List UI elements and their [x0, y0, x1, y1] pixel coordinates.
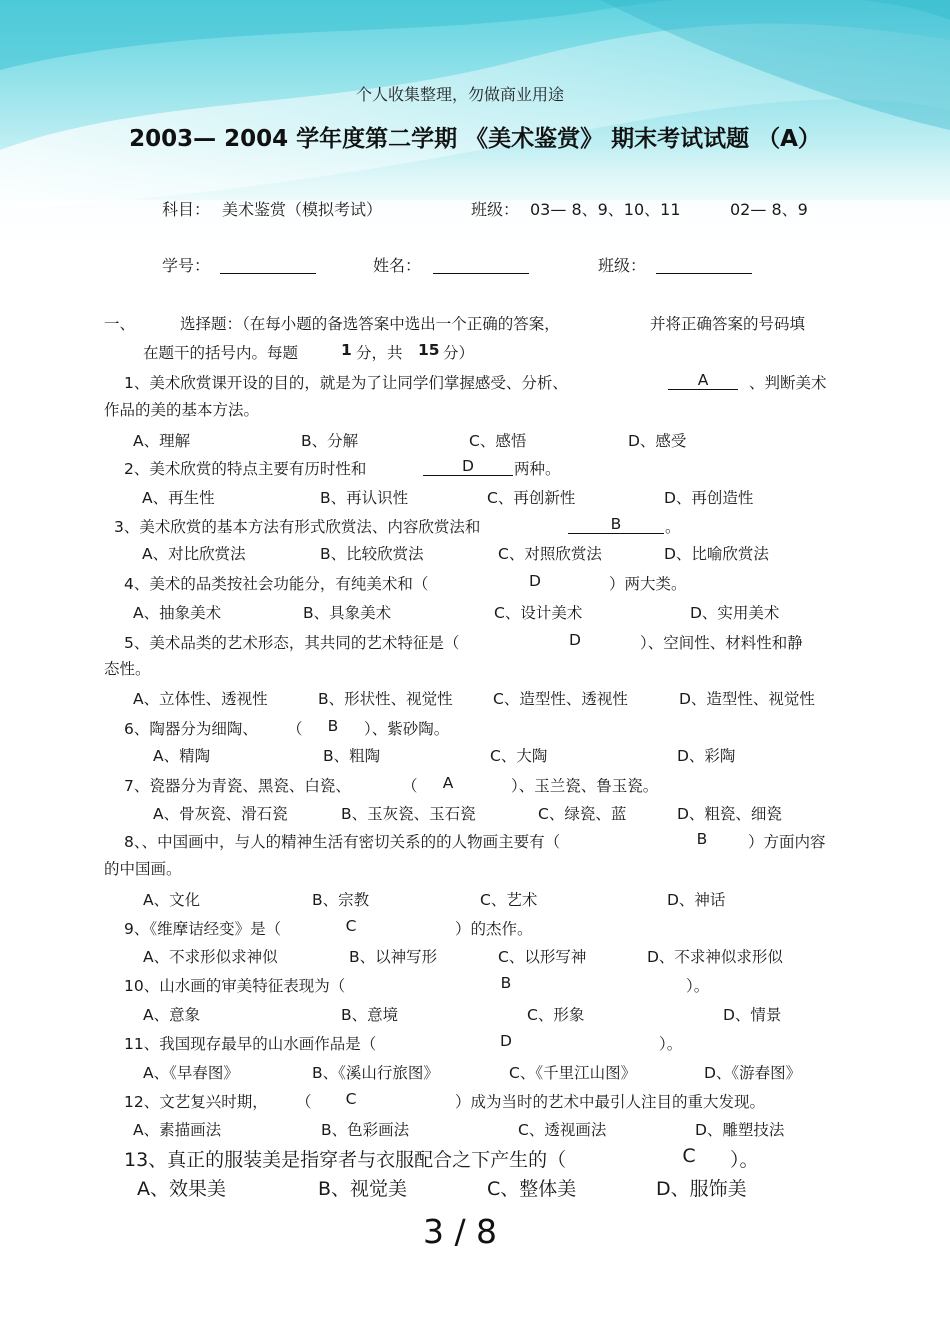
question-6-option-d[interactable]: D、彩陶 [677, 747, 736, 765]
question-6-text-tail: ）、紫砂陶。 [364, 720, 450, 738]
header-note: 个人收集整理，勿做商业用途 [355, 85, 564, 104]
question-4-text: 4、美术的品类按社会功能分，有纯美术和（ [124, 575, 429, 593]
section-heading-4: 分，共 [356, 344, 403, 362]
question-7-open-paren: （ [402, 777, 418, 795]
exam-title: 2003— 2004 学年度第二学期 《美术鉴赏》 期末考试试题 （A） [129, 126, 821, 152]
question-9-text-tail: ）的杰作。 [455, 920, 533, 938]
question-11-option-a[interactable]: A、《早春图》 [143, 1064, 239, 1082]
points-each: 1 [341, 341, 352, 359]
question-5-text: 5、美术品类的艺术形态，其共同的艺术特征是（ [124, 634, 460, 652]
question-8-answer[interactable]: B [696, 830, 708, 848]
question-6-option-b[interactable]: B、粗陶 [323, 747, 381, 765]
question-8-text-tail: ）方面内容 [748, 833, 826, 851]
name-blank[interactable] [433, 257, 529, 274]
question-9-answer[interactable]: C [345, 917, 357, 935]
section-heading-3: 在题干的括号内。每题 [143, 344, 299, 362]
question-13-option-a[interactable]: A、效果美 [137, 1178, 226, 1200]
class-value-1: 03— 8、9、10、11 [530, 200, 681, 219]
subject-label: 科目： [162, 200, 211, 219]
question-2-option-d[interactable]: D、再创造性 [664, 489, 754, 507]
question-3-answer[interactable]: B [568, 515, 664, 534]
question-2-option-c[interactable]: C、再创新性 [487, 489, 576, 507]
question-1-answer[interactable]: A [668, 371, 738, 390]
question-2-text: 2、美术欣赏的特点主要有历时性和 [124, 460, 367, 478]
section-heading-5: 分） [443, 344, 475, 362]
question-2-option-b[interactable]: B、再认识性 [320, 489, 409, 507]
question-5-text-tail: ）、空间性、材料性和静 [640, 634, 803, 652]
question-5-option-b[interactable]: B、形状性、视觉性 [318, 690, 453, 708]
name-label: 姓名： [373, 256, 422, 275]
question-13-option-d[interactable]: D、服饰美 [656, 1178, 747, 1200]
question-10-option-c[interactable]: C、形象 [527, 1006, 585, 1024]
question-1-option-c[interactable]: C、感悟 [469, 432, 527, 450]
question-3-text: 3、美术欣赏的基本方法有形式欣赏法、内容欣赏法和 [114, 518, 481, 536]
question-6-option-a[interactable]: A、精陶 [153, 747, 211, 765]
question-12-text: 12、文艺复兴时期， [124, 1093, 268, 1111]
question-3-option-a[interactable]: A、对比欣赏法 [142, 545, 246, 563]
question-7-text: 7、瓷器分为青瓷、黑瓷、白瓷、 [124, 777, 351, 795]
question-2-answer[interactable]: D [423, 457, 513, 476]
question-6-text: 6、陶器分为细陶、 [124, 720, 258, 738]
question-8-text-cont: 的中国画。 [104, 860, 182, 878]
question-4-option-a[interactable]: A、抽象美术 [133, 604, 222, 622]
question-2-option-a[interactable]: A、再生性 [142, 489, 215, 507]
question-7-text-tail: ）、玉兰瓷、鲁玉瓷。 [511, 777, 659, 795]
question-7-option-b[interactable]: B、玉灰瓷、玉石瓷 [341, 805, 476, 823]
question-6-option-c[interactable]: C、大陶 [490, 747, 548, 765]
class-blank[interactable] [656, 257, 752, 274]
question-11-text-tail: ）。 [659, 1035, 683, 1053]
question-5-answer[interactable]: D [569, 631, 581, 649]
question-7-option-d[interactable]: D、粗瓷、细瓷 [677, 805, 782, 823]
section-number: 一、 [104, 315, 136, 333]
question-11-option-c[interactable]: C、《千里江山图》 [509, 1064, 637, 1082]
section-heading-2: 并将正确答案的号码填 [650, 315, 806, 333]
question-1-text: 1、美术欣赏课开设的目的，就是为了让同学们掌握感受、分析、 [124, 374, 568, 392]
question-12-option-c[interactable]: C、透视画法 [518, 1121, 607, 1139]
question-6-open-paren: （ [287, 720, 303, 738]
question-11-option-b[interactable]: B、《溪山行旅图》 [312, 1064, 439, 1082]
question-4-option-d[interactable]: D、实用美术 [690, 604, 780, 622]
class-label: 班级： [471, 200, 520, 219]
question-7-answer[interactable]: A [442, 774, 454, 792]
question-9-option-a[interactable]: A、不求形似求神似 [143, 948, 278, 966]
question-11-option-d[interactable]: D、《游春图》 [704, 1064, 802, 1082]
question-7-option-a[interactable]: A、骨灰瓷、滑石瓷 [153, 805, 288, 823]
question-10-option-a[interactable]: A、意象 [143, 1006, 201, 1024]
question-5-option-c[interactable]: C、造型性、透视性 [493, 690, 628, 708]
question-4-option-c[interactable]: C、设计美术 [494, 604, 583, 622]
question-8-option-d[interactable]: D、神话 [667, 891, 726, 909]
question-3-option-c[interactable]: C、对照欣赏法 [498, 545, 602, 563]
question-12-option-a[interactable]: A、素描画法 [133, 1121, 222, 1139]
question-1-text-tail: 、判断美术 [749, 374, 827, 392]
question-10-option-b[interactable]: B、意境 [341, 1006, 399, 1024]
question-9-option-d[interactable]: D、不求神似求形似 [647, 948, 783, 966]
student-id-label: 学号： [162, 256, 211, 275]
question-8-option-a[interactable]: A、文化 [143, 891, 201, 909]
question-1-option-a[interactable]: A、理解 [133, 432, 191, 450]
question-9-text: 9、《维摩诘经变》是（ [124, 920, 282, 938]
question-10-text: 10、山水画的审美特征表现为（ [124, 977, 346, 995]
question-4-text-tail: ）两大类。 [609, 575, 687, 593]
section-heading-1: 选择题：（在每小题的备选答案中选出一个正确的答案， [180, 315, 560, 333]
question-10-answer[interactable]: B [500, 974, 512, 992]
question-3-option-d[interactable]: D、比喻欣赏法 [664, 545, 769, 563]
class-value-2: 02— 8、9 [730, 200, 808, 219]
question-8-option-b[interactable]: B、宗教 [312, 891, 370, 909]
question-2-text-tail: 两种。 [514, 460, 561, 478]
question-6-answer[interactable]: B [327, 717, 339, 735]
question-5-option-d[interactable]: D、造型性、视觉性 [679, 690, 815, 708]
question-1-text-cont: 作品的美的基本方法。 [104, 401, 260, 419]
question-8-option-c[interactable]: C、艺术 [480, 891, 538, 909]
page-number: 3 / 8 [422, 1212, 498, 1251]
subject-value: 美术鉴赏（模拟考试） [222, 200, 383, 219]
question-13-text: 13、真正的服装美是指穿者与衣服配合之下产生的（ [124, 1149, 567, 1171]
question-1-option-b[interactable]: B、分解 [301, 432, 359, 450]
question-8-text: 8、、中国画中，与人的精神生活有密切关系的的人物画主要有（ [124, 833, 561, 851]
question-1-option-d[interactable]: D、感受 [628, 432, 687, 450]
question-3-option-b[interactable]: B、比较欣赏法 [320, 545, 424, 563]
question-9-option-b[interactable]: B、以神写形 [349, 948, 438, 966]
question-7-option-c[interactable]: C、绿瓷、蓝 [538, 805, 627, 823]
question-13-answer[interactable]: C [682, 1145, 696, 1167]
points-total: 15 [418, 341, 440, 359]
question-12-open-paren: （ [296, 1093, 312, 1111]
question-12-option-d[interactable]: D、雕塑技法 [695, 1121, 785, 1139]
question-12-text-tail: ）成为当时的艺术中最引人注目的重大发现。 [455, 1093, 766, 1111]
question-3-text-tail: 。 [665, 518, 681, 536]
question-13-text-tail: ）。 [730, 1149, 759, 1171]
question-5-text-cont: 态性。 [104, 660, 151, 678]
question-13-option-c[interactable]: C、整体美 [487, 1178, 577, 1200]
question-13-option-b[interactable]: B、视觉美 [318, 1178, 408, 1200]
question-11-answer[interactable]: D [500, 1032, 512, 1050]
question-12-answer[interactable]: C [345, 1090, 357, 1108]
question-4-option-b[interactable]: B、具象美术 [303, 604, 392, 622]
question-11-text: 11、我国现存最早的山水画作品是（ [124, 1035, 377, 1053]
question-12-option-b[interactable]: B、色彩画法 [321, 1121, 410, 1139]
class-label-2: 班级： [598, 256, 647, 275]
question-9-option-c[interactable]: C、以形写神 [498, 948, 587, 966]
question-5-option-a[interactable]: A、立体性、透视性 [133, 690, 268, 708]
student-id-blank[interactable] [220, 257, 316, 274]
question-10-text-tail: ）。 [686, 977, 710, 995]
question-4-answer[interactable]: D [529, 572, 541, 590]
question-10-option-d[interactable]: D、情景 [723, 1006, 782, 1024]
